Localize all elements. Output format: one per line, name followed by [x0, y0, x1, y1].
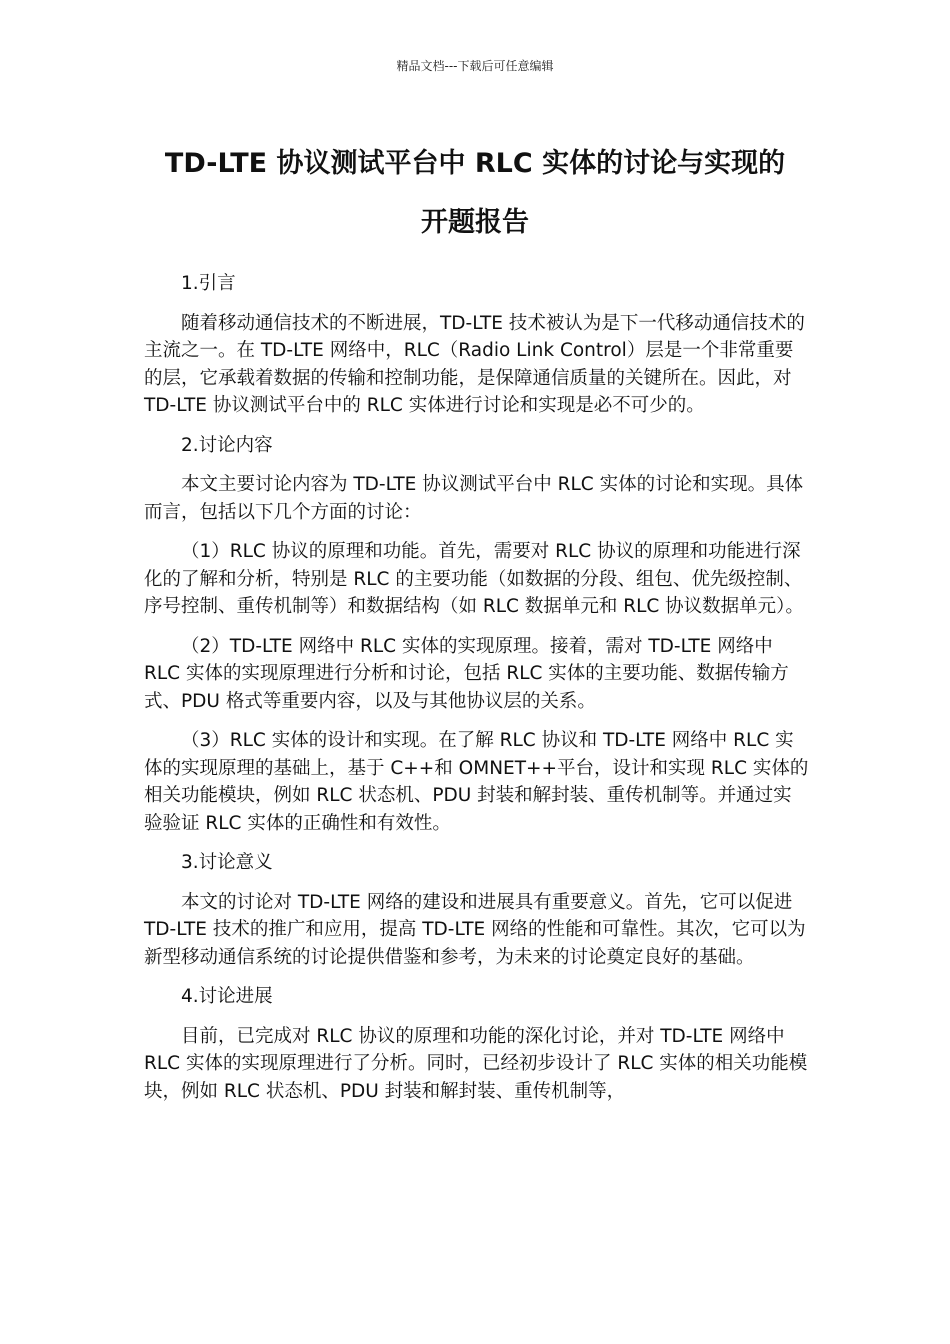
paragraph-significance: 本文的讨论对 TD-LTE 网络的建设和进展具有重要意义。首先，它可以促进 TD-LTE 技术的推广和应用，提高 TD-LTE 网络的性能和可靠性。其次，它可以为新型移动通信系统的讨论提供借鉴和参考，为未来的讨论奠定良好的基础。 — [144, 891, 806, 968]
document-title — [60, 134, 890, 252]
section-heading-progress: 4.讨论进展 — [181, 986, 273, 1007]
title-line-2: 开题报告 — [421, 207, 529, 238]
document-body — [144, 270, 809, 1105]
paragraph-item-1: （1）RLC 协议的原理和功能。首先，需要对 RLC 协议的原理和功能进行深化的了解和分析，特别是 RLC 的主要功能（如数据的分段、组包、优先级控制、序号控制、重传机制等）和数据结构（如 RLC 数据单元和 RLC 协议数据单元）。 — [144, 541, 804, 617]
paragraph-item-2: （2）TD-LTE 网络中 RLC 实体的实现原理。接着，需对 TD-LTE 网络中 RLC 实体的实现原理进行分析和讨论，包括 RLC 实体的主要功能、数据传输方式、PDU 格式等重要内容，以及与其他协议层的关系。 — [144, 635, 789, 712]
header-note: 精品文档---下载后可任意编辑 — [396, 59, 554, 73]
section-heading-content: 2.讨论内容 — [181, 434, 273, 456]
section-heading-significance: 3.讨论意义 — [181, 852, 273, 873]
paragraph-content-summary: 本文主要讨论内容为 TD-LTE 协议测试平台中 RLC 实体的讨论和实现。具体而言，包括以下几个方面的讨论： — [144, 474, 804, 523]
paragraph-item-3: （3）RLC 实体的设计和实现。在了解 RLC 协议和 TD-LTE 网络中 RLC 实体的实现原理的基础上，基于 C++和 OMNET++平台，设计和实现 RLC 实体的相关功能模块，例如 RLC 状态机、PDU 封装和解封装、重传机制等。并通过实验验证 RLC 实体的正确性和有效性。 — [144, 730, 809, 834]
paragraph-progress: 目前，已完成对 RLC 协议的原理和功能的深化讨论，并对 TD-LTE 网络中 RLC 实体的实现原理进行了分析。同时，已经初步设计了 RLC 实体的相关功能模块，例如 RLC 状态机、PDU 封装和解封装、重传机制等， — [144, 1025, 808, 1102]
paragraph-intro: 随着移动通信技术的不断进展，TD-LTE 技术被认为是下一代移动通信技术的主流之一。在 TD-LTE 网络中，RLC（Radio Link Control）层是一个非常重要的层，它承载着数据的传输和控制功能，是保障通信质量的关键所在。因此，对 TD-LTE 协议测试平台中的 RLC 实体进行讨论和实现是必不可少的。 — [144, 312, 805, 416]
section-heading-intro: 1.引言 — [181, 273, 236, 294]
title-line-1: TD-LTE 协议测试平台中 RLC 实体的讨论与实现的 — [164, 148, 786, 179]
